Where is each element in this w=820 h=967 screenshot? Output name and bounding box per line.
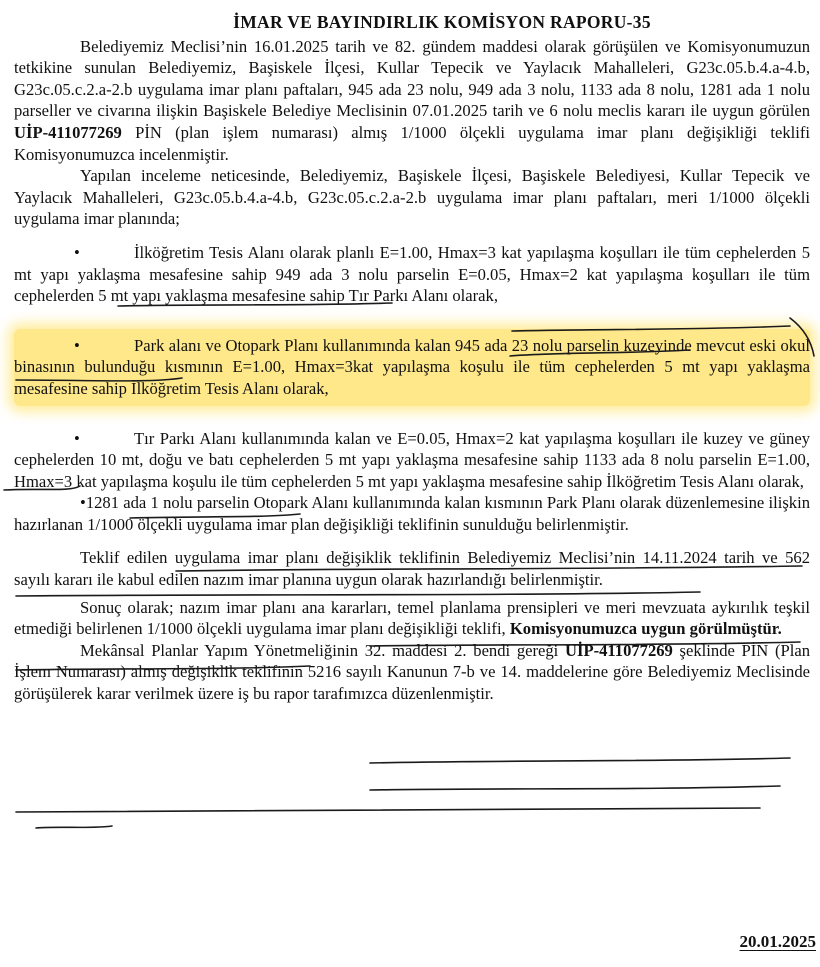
- list-item-highlighted: • Park alanı ve Otopark Planı kullanımında kalan 945 ada 23 nolu parselin kuzeyinde mevcut eski okul binasının bulunduğu kısmının E=1.00, Hmax=3kat yapılaşma koşulu ile tüm cephelerden 5 mt yapı yaklaşma mesafesine sahip İlköğretim Tesis Alanı olarak,: [14, 329, 810, 406]
- compliance-paragraph: Teklif edilen uygulama imar planı değişiklik teklifinin Belediyemiz Meclisi’nin 14.11.2024 tarih ve 562 sayılı kararı ile kabul edilen nazım imar planına uygun olarak hazırlandığı belirlenmiştir.: [14, 548, 810, 590]
- pen-underline: [370, 786, 780, 790]
- conclusion-verdict: Komisyonumuzca uygun görülmüştür.: [509, 619, 782, 639]
- report-date: 20.01.2025: [739, 932, 816, 952]
- pin-code-2: UİP-411077269: [565, 640, 673, 660]
- pin-code: UİP-411077269: [14, 122, 122, 142]
- pen-underline: [16, 808, 760, 812]
- list-item: • Tır Parkı Alanı kullanımında kalan ve E=0.05, Hmax=2 kat yapılaşma koşulları ile kuzey ve güney cephelerden 10 mt, doğu ve batı cephelerden 5 mt yapı yaklaşma mesafesine sahip 1133 ada 8 nolu parselin E=1.00, Hmax=3 kat yapılaşma koşulu ile tüm cephelerden 5 mt yapı yaklaşma mesafesine sahip İlköğretim Tesis Alanı olarak,: [14, 428, 810, 491]
- report-title: İMAR VE BAYINDIRLIK KOMİSYON RAPORU-35: [233, 12, 651, 32]
- bullet-icon: •: [74, 428, 80, 448]
- pen-underline: [370, 758, 790, 763]
- pen-underline: [36, 826, 112, 828]
- regulation-paragraph: Mekânsal Planlar Yapım Yönetmeliğinin 32. maddesi 2. bendi gereği UİP-411077269 şeklinde PİN (Plan İşlem Numarası) almış değişiklik teklifinin 5216 sayılı Kanunun 7-b ve 14. maddelerine göre Belediyemiz Meclisinde görüşülerek karar verilmek üzere iş bu rapor tarafımızca düzenlenmiştir.: [14, 640, 811, 704]
- intro-paragraph: Belediyemiz Meclisi’nin 16.01.2025 tarih ve 82. gündem maddesi olarak görüşülen ve Komisyonumuzun tetkikine sunulan Belediyemiz, Başiskele İlçesi, Kullar Tepecik ve Yaylacık Mahalleleri, G23c.05.b.4.a-4.b, G23c.05.c.2.a-2.b uygulama imar planı paftaları, 945 ada 23 nolu, 949 ada 3 nolu, 1133 ada 8 nolu, 1281 ada 1 nolu parseller ve civarına ilişkin Başiskele Belediye Meclisinin 07.01.2025 tarih ve 6 nolu meclis kararı ile uygun görülen UİP-411077269 PİN (plan işlem numarası) almış 1/1000 ölçekli uygulama imar planı değişikliği teklifi Komisyonumuzca incelenmiştir.: [14, 36, 810, 164]
- bullet-icon: •: [74, 242, 80, 262]
- review-paragraph: Yapılan inceleme neticesinde, Belediyemiz, Başiskele İlçesi, Başiskele Belediyesi, Kullar Tepecik ve Yaylacık Mahalleleri, G23c.05.b.4.a-4.b, G23c.05.c.2.a-2.b uygulama imar planı paftaları, meri 1/1000 ölçekli uygulama imar planında;: [14, 166, 810, 229]
- conclusion-paragraph: Sonuç olarak; nazım imar planı ana kararları, temel planlama prensipleri ve meri mevzuata aykırılık teşkil etmediği belirlenen 1/1000 ölçekli uygulama imar planı değişikliği teklifi, Komisyonumuzca uygun görülmüştür.: [14, 597, 810, 639]
- list-item: • İlköğretim Tesis Alanı olarak planlı E=1.00, Hmax=3 kat yapılaşma koşulları ile tüm cephelerden 5 mt yapı yaklaşma mesafesine sahip 949 ada 3 nolu parselin E=0.05, Hmax=2 kat yapılaşma koşulları ile tüm cephelerden 5 mt yapı yaklaşma mesafesine sahip Tır Parkı Alanı olarak,: [14, 242, 810, 306]
- report-page: [14, 12, 810, 705]
- bullet-icon: •: [80, 493, 86, 513]
- bullet-icon: •: [74, 335, 80, 355]
- list-item: •1281 ada 1 nolu parselin Otopark Alanı kullanımında kalan kısmının Park Planı olarak düzenlemesine ilişkin hazırlanan 1/1000 ölçekli uygulama imar plan değişikliği teklifinin sunulduğu belirlenmiştir.: [14, 493, 810, 534]
